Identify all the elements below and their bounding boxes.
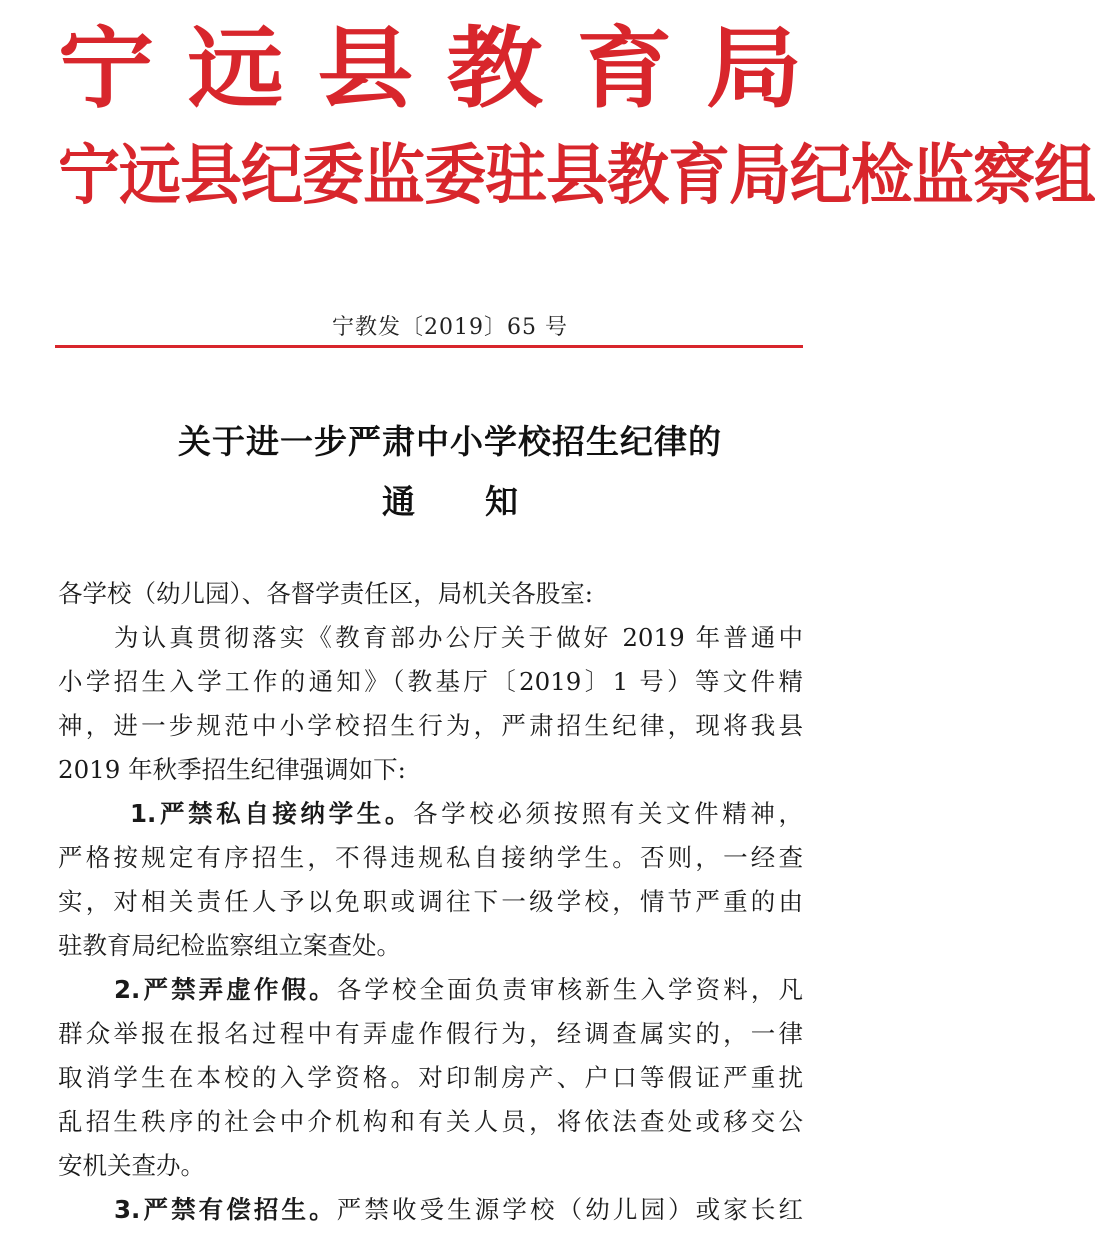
item-1-line: 实，对相关责任人予以免职或调往下一级学校，情节严重的由 (58, 887, 803, 916)
issuer-char: 育 (576, 17, 673, 121)
issuer-char: 教 (446, 17, 543, 121)
item-1-line: 严格按规定有序招生，不得违规私自接纳学生。否则，一经查 (58, 843, 803, 872)
item-1-text: 各学校必须按照有关文件精神， (413, 799, 804, 828)
intro-line: 为认真贯彻落实《教育部办公厅关于做好 2019 年普通中 (114, 623, 803, 652)
issuer-char: 宁 (58, 17, 154, 121)
item-2-first-line (58, 968, 803, 1012)
title-char: 通 (382, 482, 415, 521)
header-red-divider (55, 345, 803, 348)
item-2-line: 安机关查办。 (58, 1151, 205, 1180)
intro-line: 2019 年秋季招生纪律强调如下: (58, 755, 406, 784)
issuer-char: 县 (317, 17, 414, 121)
item-2-line: 群众举报在报名过程中有弄虚作假行为，经调查属实的，一律 (58, 1019, 803, 1048)
salutation: 各学校（幼儿园）、各督学责任区，局机关各股室: (58, 579, 594, 608)
item-1-heading: 1.严禁私自接纳学生。 (130, 799, 414, 828)
document-number: 宁教发〔2019〕65 号 (332, 315, 568, 340)
item-2-line: 取消学生在本校的入学资格。对印制房产、户口等假证严重扰 (58, 1063, 803, 1092)
item-2-line: 乱招生秩序的社会中介机构和有关人员，将依法查处或移交公 (58, 1107, 803, 1136)
issuer-char: 局 (705, 17, 802, 121)
issuer-name-discipline-group: 宁远县纪委监委驻县教育局纪检监察组 (58, 136, 1095, 214)
item-2-text: 各学校全面负责审核新生入学资料，凡 (336, 975, 803, 1004)
item-1-line: 驻教育局纪检监察组立案查处。 (58, 931, 401, 960)
intro-line: 小学招生入学工作的通知》（教基厅〔2019〕1 号）等文件精 (58, 667, 803, 696)
item-3-text: 严禁收受生源学校（幼儿园）或家长红 (336, 1195, 803, 1224)
notice-title-word (0, 476, 900, 523)
item-1-first-line (58, 792, 803, 836)
issuer-name-education-bureau (58, 18, 802, 119)
intro-line: 神，进一步规范中小学校招生行为，严肃招生纪律，现将我县 (58, 711, 803, 740)
title-char: 知 (485, 482, 518, 521)
notice-body (58, 572, 803, 1232)
item-3-heading: 3.严禁有偿招生。 (114, 1195, 337, 1224)
issuer-char: 远 (187, 17, 284, 121)
item-3-first-line (58, 1188, 803, 1232)
item-2-heading: 2.严禁弄虚作假。 (114, 975, 337, 1004)
notice-title: 关于进一步严肃中小学校招生纪律的 (178, 422, 722, 461)
